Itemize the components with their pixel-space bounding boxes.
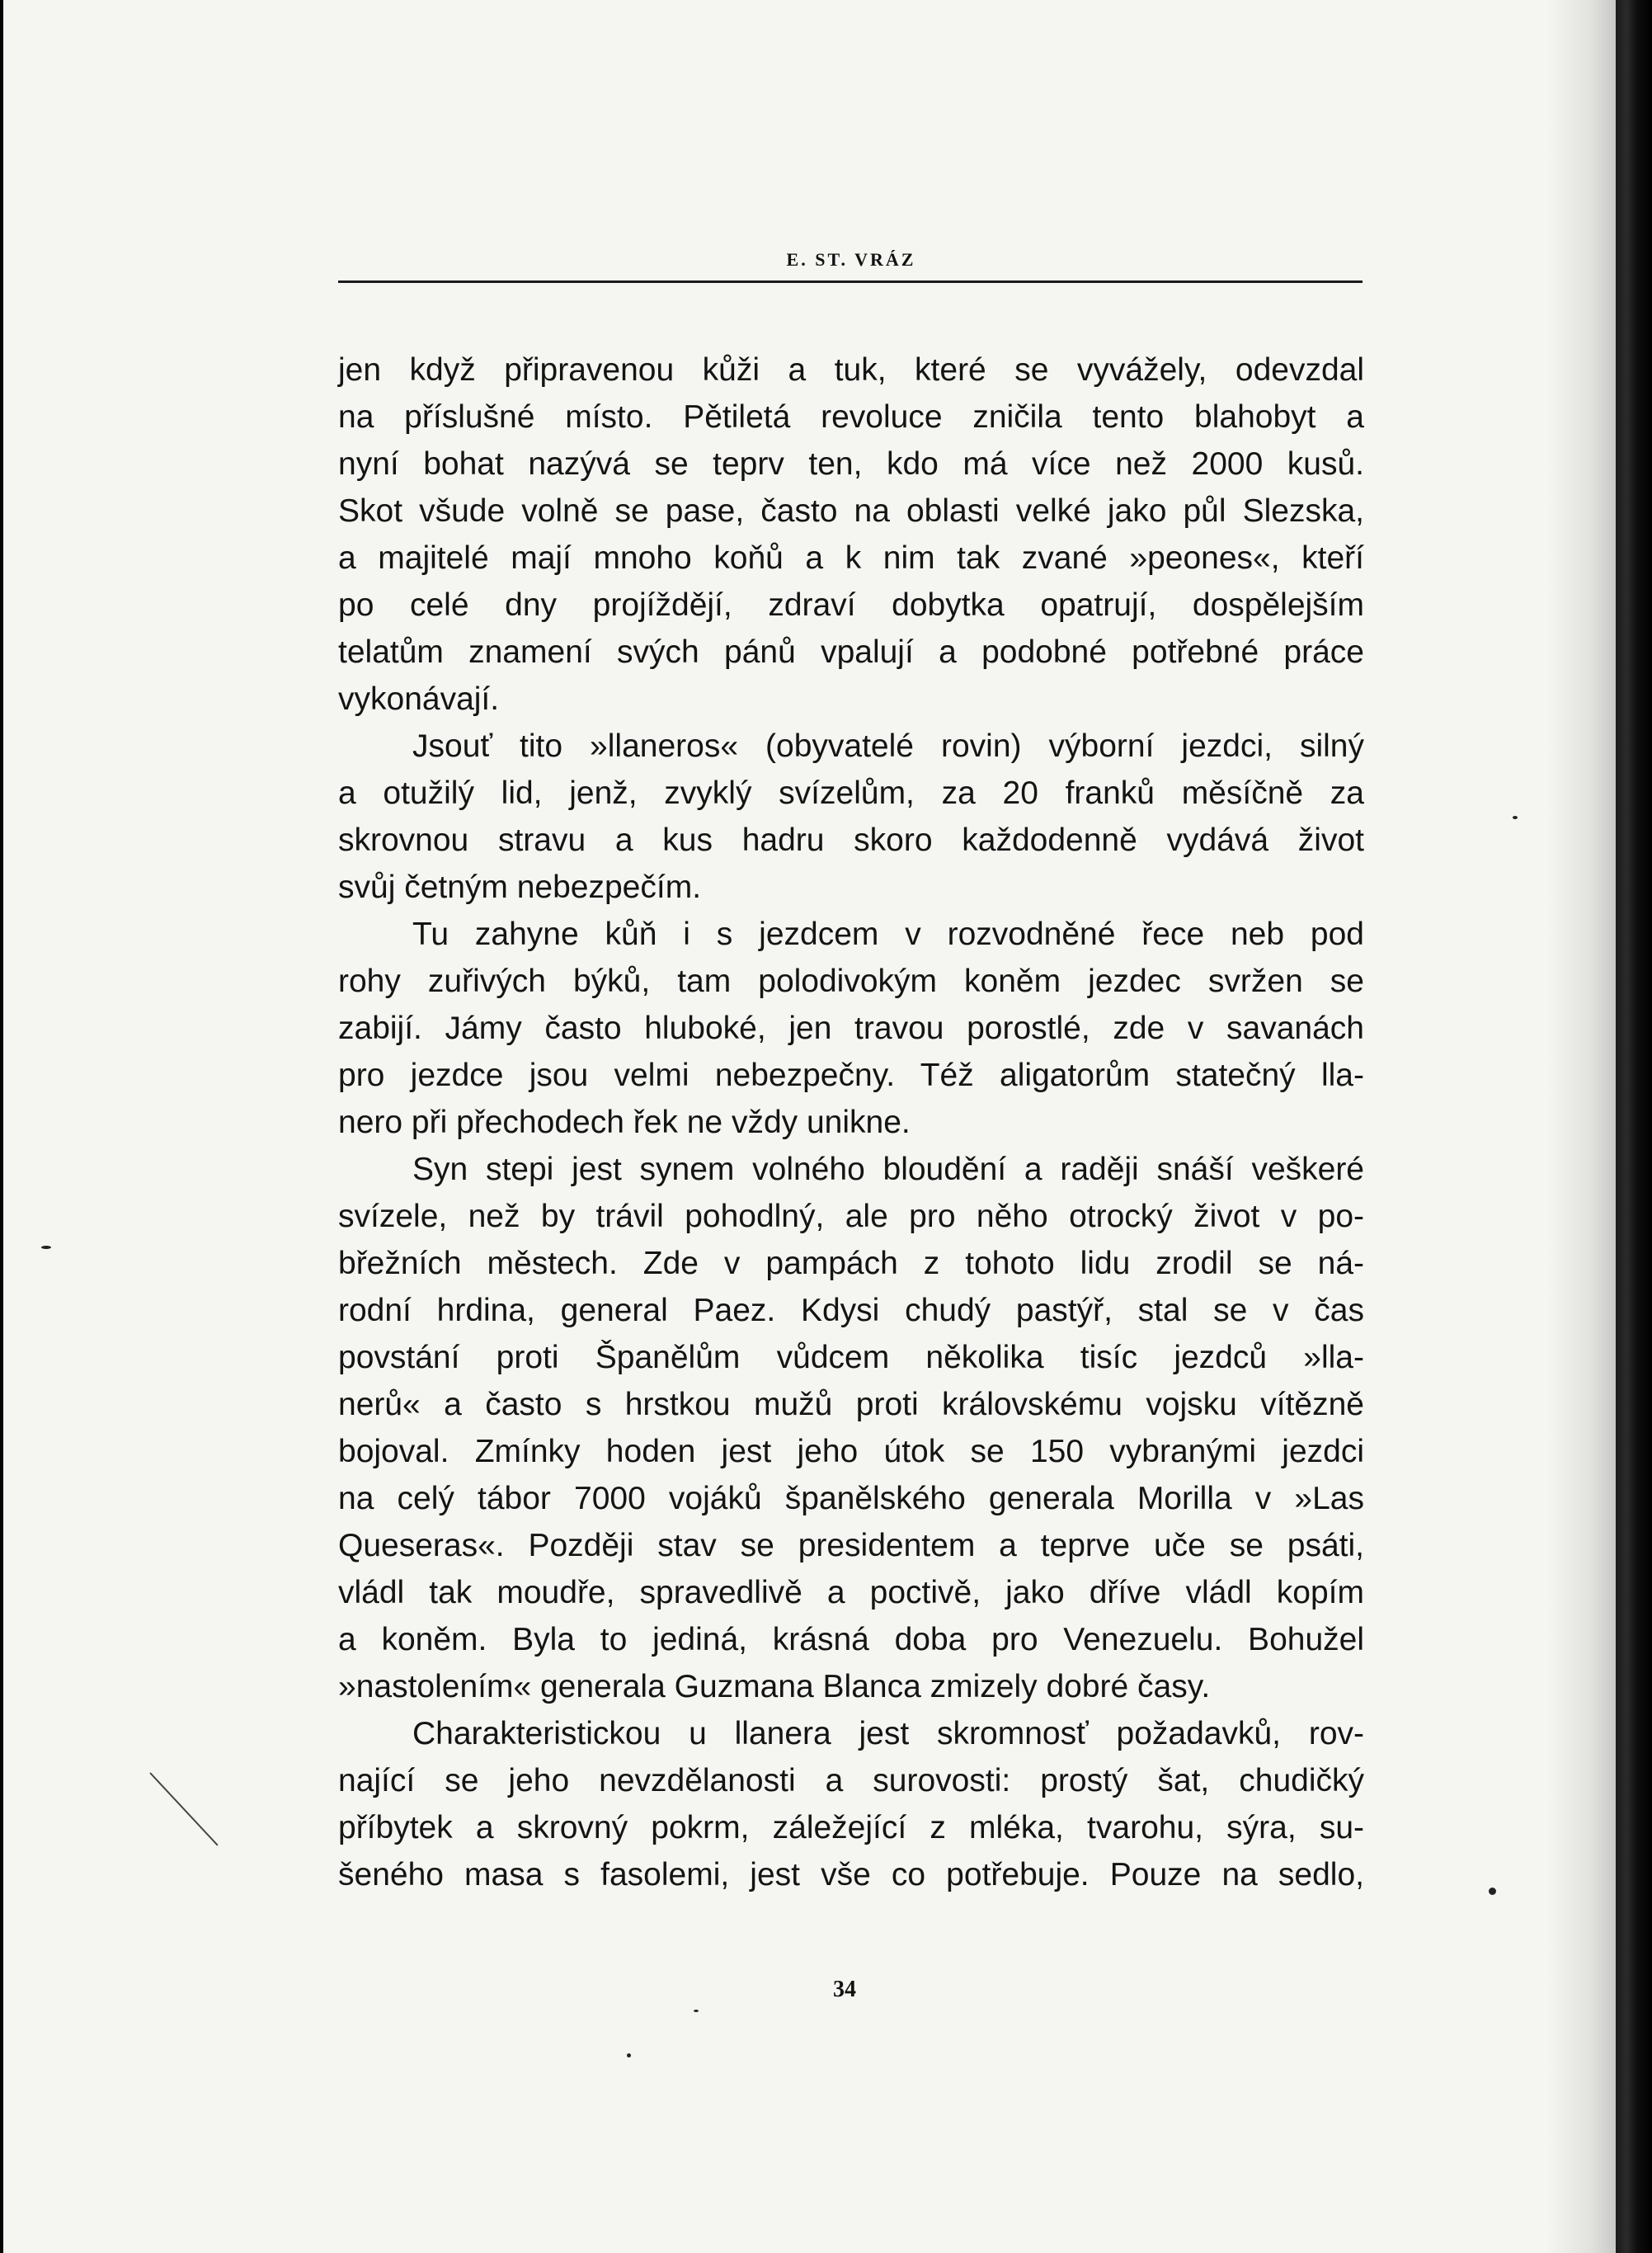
paragraph-first-line: Charakteristickou u llanera jest skromnosť požadavků, rov- bbox=[412, 1716, 1364, 1751]
scan-scratch-mark bbox=[149, 1772, 218, 1845]
page-shadow bbox=[1546, 0, 1620, 2253]
scan-speck bbox=[694, 2010, 699, 2012]
text-line: a koněm. Byla to jediná, krásná doba pro Venezuelu. Bohužel bbox=[338, 1622, 1364, 1657]
text-line: pro jezdce jsou velmi nebezpečny. Též aligatorům statečný lla- bbox=[338, 1058, 1364, 1093]
text-line: vládl tak moudře, spravedlivě a poctivě, jako dříve vládl kopím bbox=[338, 1575, 1364, 1610]
text-line: nyní bohat nazývá se teprv ten, kdo má více než 2000 kusů. bbox=[338, 446, 1364, 482]
scan-speck bbox=[1489, 1888, 1496, 1895]
text-line: skrovnou stravu a kus hadru skoro každodenně vydává život bbox=[338, 822, 1364, 858]
text-line: svůj četným nebezpečím. bbox=[338, 870, 702, 905]
text-line: »nastolením« generala Guzmana Blanca zmizely dobré časy. bbox=[338, 1669, 1211, 1704]
text-line: zabijí. Jámy často hluboké, jen travou porostlé, zde v savanách bbox=[338, 1011, 1364, 1046]
text-line: nero při přechodech řek ne vždy unikne. bbox=[338, 1105, 911, 1140]
text-line: telatům znamení svých pánů vpalují a podobné potřebné práce bbox=[338, 634, 1364, 670]
page-number: 34 bbox=[833, 1977, 856, 2002]
text-line: břežních městech. Zde v pampách z tohoto lidu zrodil se ná- bbox=[338, 1246, 1364, 1281]
text-line: rohy zuřivých býků, tam polodivokým koněm jezdec svržen se bbox=[338, 964, 1364, 999]
text-line: na celý tábor 7000 vojáků španělského generala Morilla v »Las bbox=[338, 1481, 1364, 1516]
text-line: svízele, než by trávil pohodlný, ale pro něho otrocký život v po- bbox=[338, 1199, 1364, 1234]
book-page bbox=[3, 0, 1616, 2253]
paragraph-first-line: Tu zahyne kůň i s jezdcem v rozvodněné řece neb pod bbox=[412, 917, 1364, 952]
book-spine-shadow bbox=[1616, 0, 1652, 2253]
text-line: vykonávají. bbox=[338, 681, 500, 717]
scan-speck bbox=[1513, 816, 1518, 819]
running-head: E. ST. VRÁZ bbox=[786, 249, 916, 270]
text-line: šeného masa s fasolemi, jest vše co potřebuje. Pouze na sedlo, bbox=[338, 1857, 1364, 1892]
text-line: a otužilý lid, jenž, zvyklý svízelům, za 20 franků měsíčně za bbox=[338, 775, 1364, 811]
body-text bbox=[338, 346, 1364, 1898]
text-line: příbytek a skrovný pokrm, záležející z mléka, tvarohu, sýra, su- bbox=[338, 1810, 1364, 1845]
paragraph-first-line: Jsouť tito »llaneros« (obyvatelé rovin) výborní jezdci, silný bbox=[412, 728, 1364, 764]
text-line: bojoval. Zmínky hoden jest jeho útok se 150 vybranými jezdci bbox=[338, 1434, 1364, 1469]
text-line: rodní hrdina, general Paez. Kdysi chudý pastýř, stal se v čas bbox=[338, 1293, 1364, 1328]
text-line: na příslušné místo. Pětiletá revoluce zničila tento blahobyt a bbox=[338, 399, 1364, 435]
text-line: Queseras«. Později stav se presidentem a teprve uče se psáti, bbox=[338, 1528, 1364, 1563]
scan-speck bbox=[627, 2053, 631, 2057]
scan-speck bbox=[41, 1246, 51, 1249]
paragraph-first-line: Syn stepi jest synem volného bloudění a raději snáší veškeré bbox=[412, 1152, 1364, 1187]
header-rule bbox=[338, 280, 1363, 283]
text-line: povstání proti Španělům vůdcem několika tisíc jezdců »lla- bbox=[338, 1340, 1364, 1375]
text-line: nerů« a často s hrstkou mužů proti královskému vojsku vítězně bbox=[338, 1387, 1364, 1422]
text-line: a majitelé mají mnoho koňů a k nim tak zvané »peones«, kteří bbox=[338, 540, 1364, 576]
text-line: nající se jeho nevzdělanosti a surovosti: prostý šat, chudičký bbox=[338, 1763, 1364, 1798]
text-line: Skot všude volně se pase, často na oblasti velké jako půl Slezska, bbox=[338, 493, 1364, 529]
text-line: jen když připravenou kůži a tuk, které se vyvážely, odevzdal bbox=[338, 352, 1364, 388]
text-line: po celé dny projíždějí, zdraví dobytka opatrují, dospělejším bbox=[338, 587, 1364, 623]
